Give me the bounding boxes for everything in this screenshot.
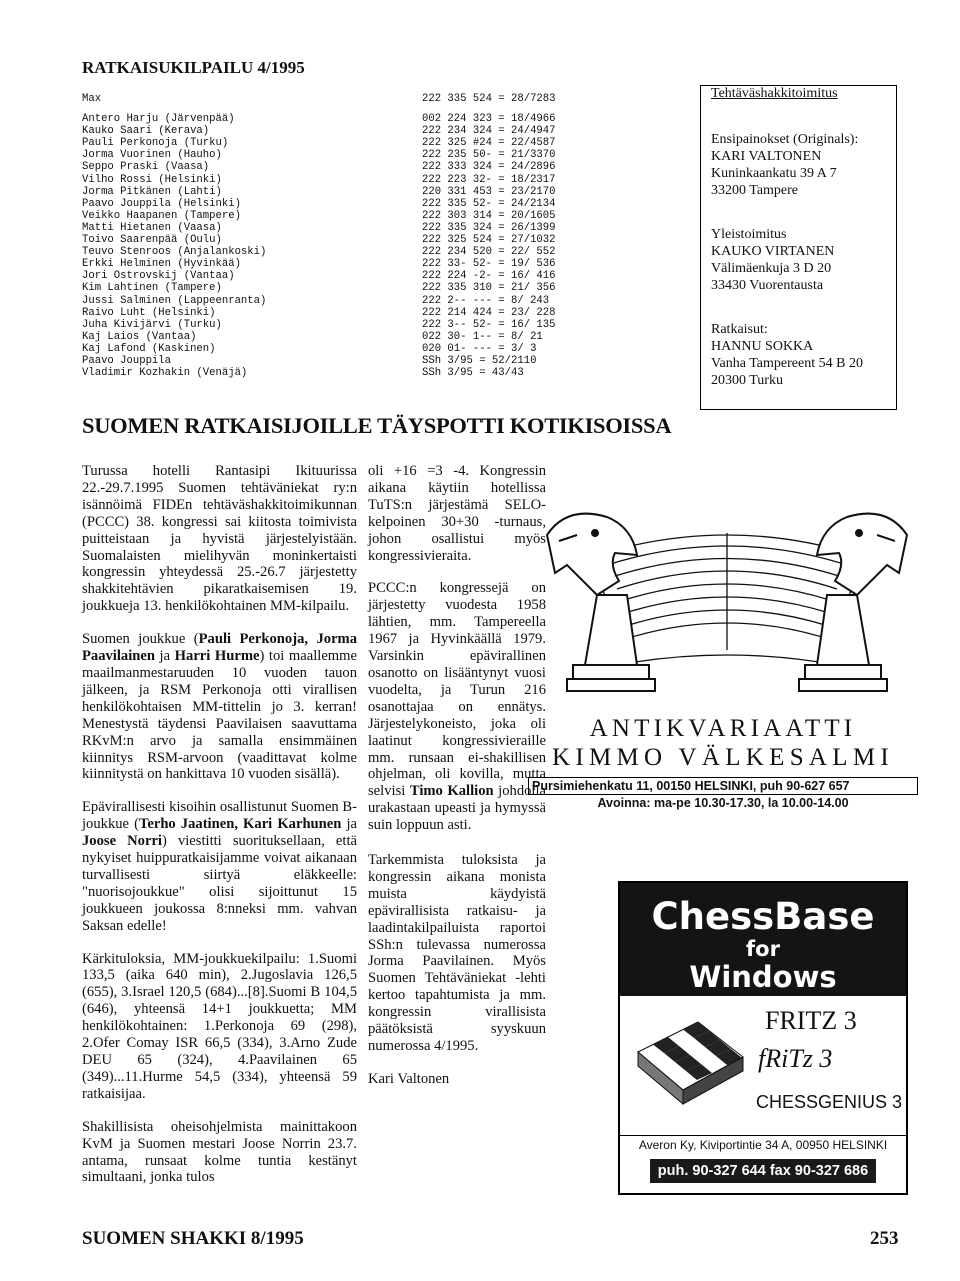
col1-paragraph-5: Shakillisista oheisohjelmista mainittakoon KvM ja Suomen mestari Joose Norrin 23.7. antama, runsaat kolme tuntia kestänyt simultaani, jonka tulos [82,1118,357,1186]
standings-table [82,93,582,379]
solver-score: 222 335 52- = 24/2134 [422,197,556,210]
solver-score: 222 303 314 = 20/1605 [422,209,556,222]
standings-row [82,174,582,186]
col1-paragraph-2: Suomen joukkue (Pauli Perkonoja, Jorma Paavilainen ja Harri Hurme) toi maallemme maailmanmestaruuden 10 vuoden tauon jälkeen, ja RSM Perkonoja otti virallisen henkilökohtaisen MM-tittelin jo 3. kerran! Menestystä täydensi Paavilaisen saavuttama RKvM:n arvo ja samalla ensimmäinen kiinnitys RSM-arvoon (vaadittavat kolme kiinnitystä on hankittava 10 vuoden sisällä). [82,631,357,783]
solutions-street: Vanha Tampereent 54 B 20 [711,356,863,371]
standings-row [82,270,582,282]
solutions-editor: HANNU SOKKA [711,339,814,354]
solver-name: Teuvo Stenroos (Anjalankoski) [82,246,267,259]
general-street: Välimäenkuja 3 D 20 [711,261,832,276]
chessbase-windows: Windows [689,960,837,994]
chessbase-ad [618,881,908,1195]
solver-score: 222 235 50- = 21/3370 [422,149,556,162]
standings-row [82,210,582,222]
chessbase-banner [620,883,906,996]
solver-name: Raivo Luht (Helsinki) [82,306,216,319]
solver-name: Toivo Saarenpää (Oulu) [82,234,222,247]
col2-paragraph-3: Tarkemmista tuloksista ja kongressin aikana monista muista käydyistä epävirallisista ratkaisu- ja laadintakilpailuista raportoi SSh:n tulevassa numerossa Jorma Paavilainen. Myös Suomen Tehtäväniekat -lehti kertoo tapahtumista ja mm. kongressin virallisista päätöksistä syyskuun numerossa 4/1995. [368,852,546,1054]
solver-score: SSh 3/95 = 52/2110 [422,354,537,367]
standings-row [82,186,582,198]
product-fritz3: FRITZ 3 [765,1006,857,1035]
max-score: 222 335 524 = 28/7283 [422,93,556,105]
standings-max-row [82,93,582,105]
product-chessgenius3: CHESSGENIUS 3 [756,1092,903,1112]
solver-score: 222 325 524 = 27/1032 [422,234,556,247]
max-label: Max [82,93,102,105]
solver-name: Veikko Haapanen (Tampere) [82,209,241,222]
standings-row [82,319,582,331]
solver-name: Kaj Laios (Vantaa) [82,330,197,343]
solver-name: Jorma Pitkänen (Lahti) [82,185,222,198]
general-label: Yleistoimitus [711,227,787,242]
solver-name: Vladimir Kozhakin (Venäjä) [82,367,248,380]
standings-row [82,367,582,379]
solver-score: 222 335 324 = 26/1399 [422,221,556,234]
standings-row [82,113,582,125]
solver-score: 002 224 323 = 18/4966 [422,113,556,126]
solver-score: 222 234 324 = 24/4947 [422,125,556,138]
solver-score: 222 333 324 = 24/2896 [422,161,556,174]
standings-row [82,246,582,258]
antik-hours: Avoinna: ma-pe 10.30-17.30, la 10.00-14.00 [597,796,849,810]
solver-score: 020 01- --- = 3/ 3 [422,342,537,355]
solver-name: Kim Lahtinen (Tampere) [82,282,222,295]
antik-address: Pursimiehenkatu 11, 00150 HELSINKI, puh 90-627 657 [528,777,918,795]
standings-row [82,125,582,137]
col2-paragraph-1: oli +16 =3 -4. Kongressin aikana käytiin hotellissa TuTS:n järjestämä SELO-kelpoinen 30+30 -turnaus, johon osallistui myös kongressivieraita. [368,463,546,564]
solver-score: 220 331 453 = 23/2170 [422,185,556,198]
general-city: 33430 Vuorentausta [711,278,824,293]
standings-row [82,137,582,149]
product-fritz3-alt: fRiTz 3 [758,1044,833,1073]
solutions-label: Ratkaisut: [711,322,768,337]
article-column-1 [82,463,357,1202]
editorial-general [711,226,896,294]
solver-score: 222 214 424 = 23/ 228 [422,306,556,319]
solver-name: Erkki Helminen (Hyvinkää) [82,258,241,271]
standings-row [82,331,582,343]
solver-score: 222 325 #24 = 22/4587 [422,137,556,150]
standings-row [82,149,582,161]
standings-row [82,222,582,234]
solver-name: Paavo Jouppila [82,354,172,367]
solver-score: 222 2-- --- = 8/ 243 [422,294,550,307]
chessbase-address: Averon Ky, Kiviportintie 34 A, 00950 HELSINKI [620,1135,906,1152]
col2-paragraph-2: PCCC:n kongressejä on järjestetty vuodesta 1958 lähtien, mm. Tampereella 1967 ja Hyvinkäällä 1979. Varsinkin epävirallinen osanotto on lisääntynyt vuosi vuodelta, ja Turun 216 osanottajaa on ennätys. Järjestelykoneisto, joka oli laatinut kongressivieraille mm. runsaan ei-shakillisen ohjelman, oli kovilla, mutta selvisi Timo Kallion johdolla urakastaan upeasti ja hymyssä suin loppuun asti. [368,580,547,834]
solver-name: Jorma Vuorinen (Hauho) [82,149,222,162]
solver-score: 222 223 32- = 18/2317 [422,173,556,186]
solver-score: 222 224 -2- = 16/ 416 [422,270,556,283]
article-headline: SUOMEN RATKAISIJOILLE TÄYSPOTTI KOTIKISOISSA [82,413,672,438]
col1-paragraph-1: Turussa hotelli Rantasipi Ikituurissa 22.-29.7.1995 Suomen tehtäväniekat ry:n isännöimä FIDEn tehtäväshakkitoimikunnan (PCCC) 38. kongressi sai kiitosta toimivista puitteistaan ja hyvistä järjestelyistään. Suomalaisten mielihyvän moninkertaisti kongressin yhteydessä 25.-26.7 järjestetty shakkitehtävien pikaratkaisemisen 19. joukkueja 13. henkilökohtainen MM-kilpailu. [82,463,357,615]
standings-row [82,295,582,307]
antikvariaatti-ad [528,715,918,810]
standings-row [82,234,582,246]
standings-row [82,355,582,367]
chessboard-icon [628,1012,748,1124]
solver-name: Paavo Jouppila (Helsinki) [82,197,241,210]
solver-name: Jori Ostrovskij (Vantaa) [82,270,235,283]
standings-row [82,282,582,294]
col1-paragraph-3: Epävirallisesti kisoihin osallistunut Suomen B-joukkue (Terho Jaatinen, Kari Karhunen ja Joose Norri) viestitti suorituksellaan, että nykyiset huippuratkaisijamme voivat aikanaan turvallisesti siirtyä eläkkeelle: "nuorisojoukkue" olisi sijoittunut 15 joukkueen joukossa 8:nneksi mm. vahvan Saksan edelle! [82,799,358,934]
solver-name: Antero Harju (Järvenpää) [82,113,235,126]
solver-score: 022 30- 1-- = 8/ 21 [422,330,543,343]
originals-label: Ensipainokset (Originals): [711,132,859,147]
editorial-originals [711,131,896,199]
solver-name: Seppo Praski (Vaasa) [82,161,210,174]
solver-score: SSh 3/95 = 43/43 [422,367,524,380]
standings-row [82,161,582,173]
antik-owner: KIMMO VÄLKESALMI [552,744,894,771]
originals-editor: KARI VALTONEN [711,149,822,164]
article-column-2 [368,463,546,1104]
standings-row [82,258,582,270]
general-editor: KAUKO VIRTANEN [711,244,835,259]
solver-name: Pauli Perkonoja (Turku) [82,137,229,150]
antik-heading: ANTIKVARIAATTI [589,715,857,742]
footer-magazine-issue: SUOMEN SHAKKI 8/1995 [82,1228,304,1249]
solver-name: Matti Hietanen (Vaasa) [82,221,222,234]
solver-name: Vilho Rossi (Helsinki) [82,173,222,186]
editorial-title: Tehtäväshakkitoimitus [711,86,838,101]
standings-row [82,343,582,355]
solutions-city: 20300 Turku [711,373,783,388]
chessbase-products [620,996,906,1134]
solver-score: 222 33- 52- = 19/ 536 [422,258,556,271]
chessbase-for: for [746,937,780,961]
page-header-title: RATKAISUKILPAILU 4/1995 [82,58,305,77]
chessbase-title: ChessBase [651,895,875,938]
chess-knights-illustration [537,495,917,715]
solver-score: 222 3-- 52- = 16/ 135 [422,318,556,331]
standings-row [82,198,582,210]
solver-score: 222 234 520 = 22/ 552 [422,246,556,259]
editorial-box [700,85,897,410]
originals-city: 33200 Tampere [711,183,799,198]
originals-street: Kuninkaankatu 39 A 7 [711,166,837,181]
standings-row [82,307,582,319]
solver-name: Kaj Lafond (Kaskinen) [82,342,216,355]
solver-name: Jussi Salminen (Lappeenranta) [82,294,267,307]
solver-name: Juha Kivijärvi (Turku) [82,318,222,331]
solver-score: 222 335 310 = 21/ 356 [422,282,556,295]
editorial-solutions [711,321,896,389]
solver-name: Kauko Saari (Kerava) [82,125,210,138]
col1-paragraph-4: Kärkituloksia, MM-joukkuekilpailu: 1.Suomi 133,5 (aika 640 min), 2.Jugoslavia 126,5 (655), 3.Israel 120,5 (684)...[8].Suomi B 104,5 (646), yhteensä 14+1 joukkuetta; MM henkilökohtainen: 1.Perkonoja 69 (298), 2.Ofer Comay ISR 66,5 (334), 3.Arno Zude DEU 65 (324), 4.Paavilainen 65 (349)...11.Hurme 54,5 (334), yhteensä 59 ratkaisijaa. [82,950,357,1102]
footer-page-number: 253 [870,1228,899,1249]
chessbase-phone: puh. 90-327 644 fax 90-327 686 [650,1159,876,1183]
col2-signature: Kari Valtonen [368,1070,450,1087]
